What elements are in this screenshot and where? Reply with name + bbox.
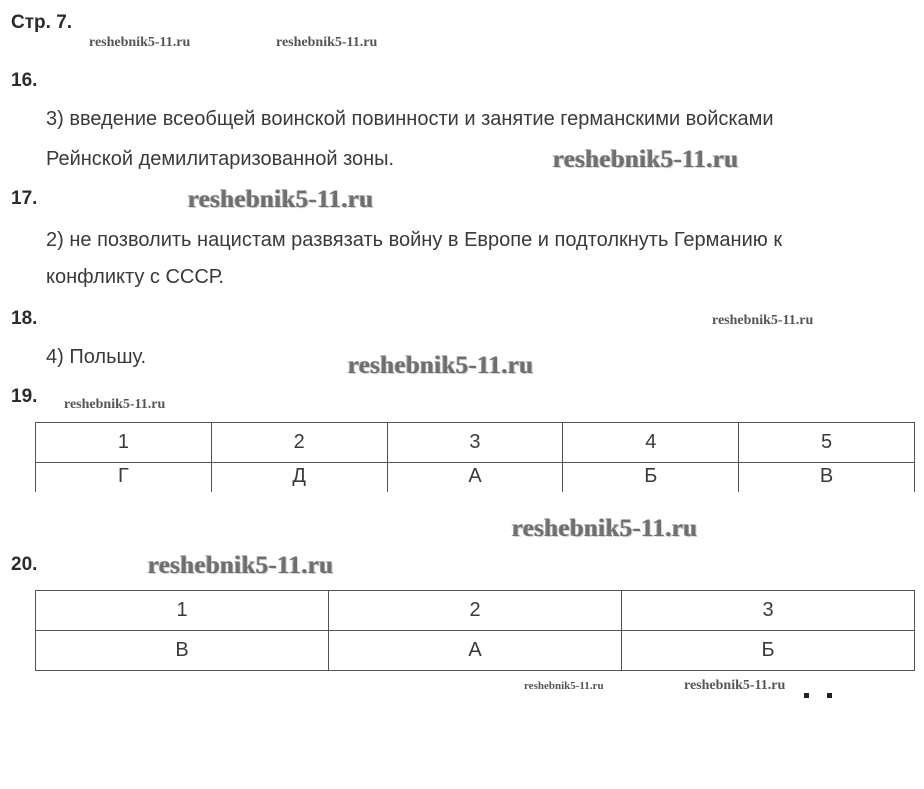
watermark: reshebnik5-11.ru	[188, 186, 374, 213]
table-header-row	[36, 423, 915, 463]
watermark: reshebnik5-11.ru	[712, 313, 814, 328]
table-cell: А	[387, 463, 563, 493]
table-cell: 5	[739, 423, 915, 463]
table-cell: 3	[622, 591, 915, 631]
question-number-16: 16.	[11, 70, 38, 91]
question-number-20: 20.	[11, 554, 38, 575]
question-number-19: 19.	[11, 386, 38, 407]
table-cell: Г	[36, 463, 212, 493]
table-row	[36, 463, 915, 493]
watermark: reshebnik5-11.ru	[524, 680, 604, 692]
watermark: reshebnik5-11.ru	[553, 146, 739, 173]
table-cell: Б	[563, 463, 739, 493]
answer-16-line2: Рейнской демилитаризованной зоны.	[46, 148, 395, 170]
watermark: reshebnik5-11.ru	[512, 515, 698, 542]
watermark: reshebnik5-11.ru	[64, 397, 166, 412]
page-header: Стр. 7.	[11, 12, 73, 33]
answer-table-20	[35, 590, 915, 671]
table-cell: 1	[36, 591, 329, 631]
stray-mark	[827, 693, 832, 698]
watermark: reshebnik5-11.ru	[89, 35, 191, 50]
watermark: reshebnik5-11.ru	[276, 35, 378, 50]
watermark: reshebnik5-11.ru	[148, 552, 334, 579]
table-cell: В	[739, 463, 915, 493]
table-cell: 3	[387, 423, 563, 463]
table-cell: Д	[211, 463, 387, 493]
stray-mark	[804, 693, 809, 698]
answer-18-line1: 4) Польшу.	[46, 346, 147, 368]
answer-16-line1: 3) введение всеобщей воинской повинности и занятие германскими войсками	[46, 108, 774, 130]
table-header-row	[36, 591, 915, 631]
answer-17-line1: 2) не позволить нацистам развязать войну в Европе и подтолкнуть Германию к	[46, 229, 783, 251]
table-cell: 4	[563, 423, 739, 463]
answer-table-19	[35, 422, 915, 492]
question-number-17: 17.	[11, 188, 38, 209]
table-cell: Б	[622, 631, 915, 671]
table-cell: В	[36, 631, 329, 671]
table-cell: 1	[36, 423, 212, 463]
table-row	[36, 631, 915, 671]
table-cell: 2	[329, 591, 622, 631]
answer-17-line2: конфликту с СССР.	[46, 266, 224, 288]
watermark: reshebnik5-11.ru	[348, 352, 534, 379]
table-cell: 2	[211, 423, 387, 463]
watermark: reshebnik5-11.ru	[684, 678, 786, 693]
table-cell: А	[329, 631, 622, 671]
question-number-18: 18.	[11, 308, 38, 329]
